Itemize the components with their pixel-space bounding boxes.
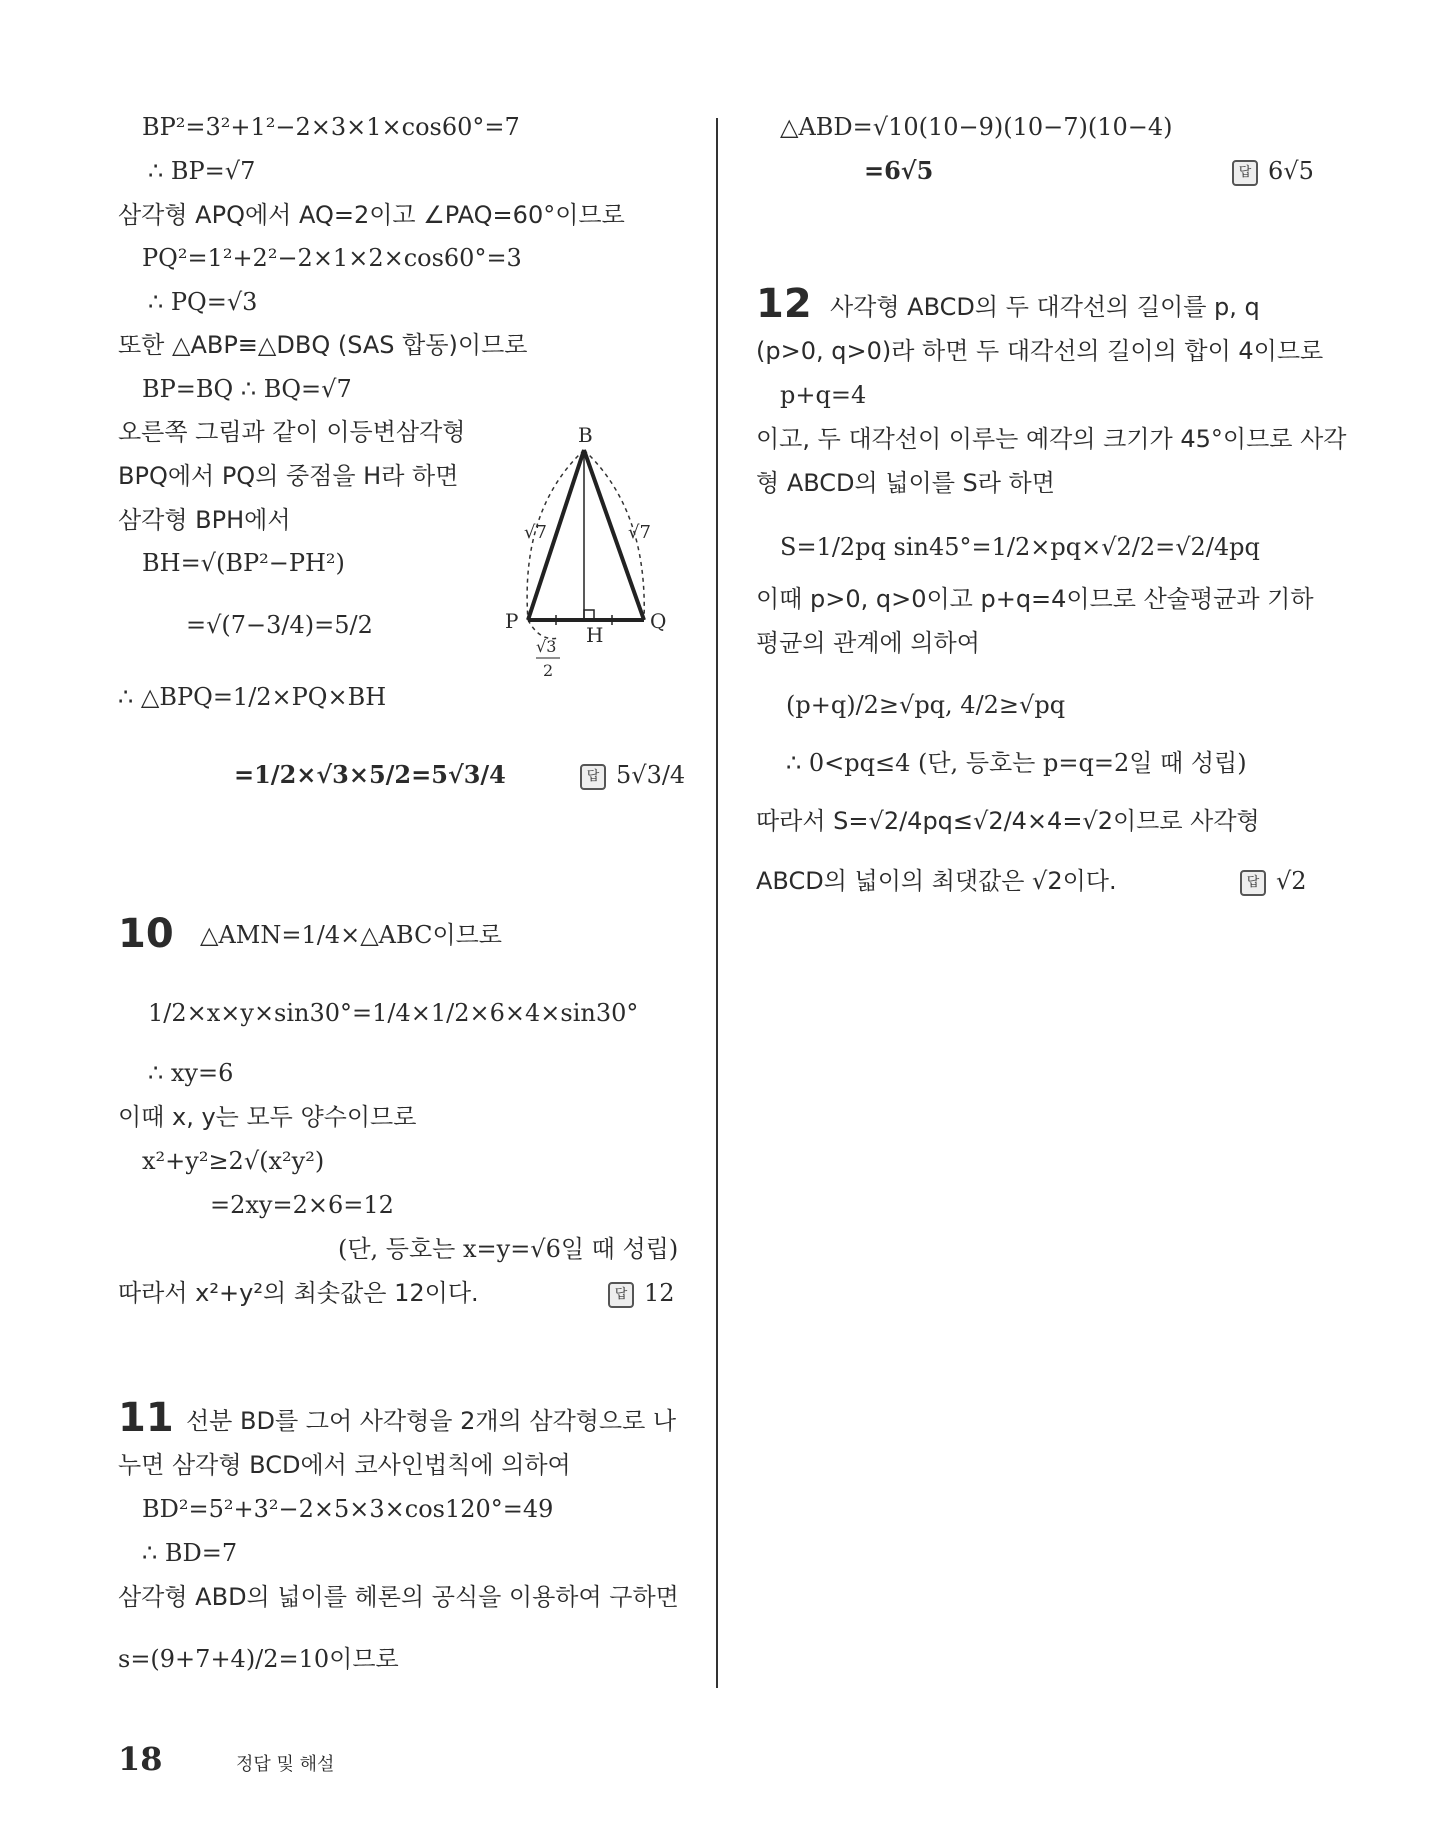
q9-answer xyxy=(580,760,685,790)
q10-xy: ∴ xy=6 xyxy=(148,1059,234,1087)
q9-congruence: 또한 △ABP≡△DBQ (SAS 합동)이므로 xyxy=(118,331,528,359)
footer-label: 정답 및 해설 xyxy=(236,1754,335,1775)
q12-answer xyxy=(1240,866,1307,896)
q12-concl-1: 따라서 S=√2/4pq≤√2/4×4=√2이므로 사각형 xyxy=(756,807,1260,835)
label-h: H xyxy=(586,623,604,647)
triangle-bpq-figure xyxy=(500,420,680,680)
q9-bq-eq: BP=BQ ∴ BQ=√7 xyxy=(142,375,352,403)
q9-area-2: =1/2×√3×5/2=5√3/4 xyxy=(234,760,506,789)
q9-apq-intro: 삼각형 APQ에서 AQ=2이고 ∠PAQ=60°이므로 xyxy=(118,201,625,229)
answer-icon: 답 xyxy=(580,764,606,790)
q10-answer xyxy=(608,1278,675,1308)
q9-bh-eq: BH=√(BP²−PH²) xyxy=(142,549,345,577)
q12-intro-1: 사각형 ABCD의 두 대각선의 길이를 p, q xyxy=(830,293,1260,321)
q12-angle-1: 이고, 두 대각선이 이루는 예각의 크기가 45°이므로 사각 xyxy=(756,425,1347,453)
q11-area-2: =6√5 xyxy=(864,156,934,185)
answer-icon: 답 xyxy=(1232,160,1258,186)
q9-answer-value: 5√3/4 xyxy=(616,761,686,789)
q12-number: 12 xyxy=(756,281,812,327)
q9-area-1: ∴ △BPQ=1/2×PQ×BH xyxy=(118,683,387,711)
q12-s-eq: S=1/2pq sin45°=1/2×pq×√2/2=√2/4pq xyxy=(780,533,1260,561)
q11-bd-squared: BD²=5²+3²−2×5×3×cos120°=49 xyxy=(142,1495,554,1523)
q11-s-eq: s=(9+7+4)/2=10이므로 xyxy=(118,1645,399,1673)
q10-intro: △AMN=1/4×△ABC이므로 xyxy=(200,921,502,949)
label-b: B xyxy=(578,423,593,447)
q12-answer-value: √2 xyxy=(1276,867,1307,895)
q10-number: 10 xyxy=(118,911,174,957)
q11-intro-2: 누면 삼각형 BCD에서 코사인법칙에 의하여 xyxy=(118,1451,571,1479)
answer-icon: 답 xyxy=(608,1282,634,1308)
q10-ineq2: =2xy=2×6=12 xyxy=(210,1191,394,1219)
q11-bd: ∴ BD=7 xyxy=(142,1539,238,1567)
q11-number: 11 xyxy=(118,1395,174,1441)
label-ph-num: √3 xyxy=(536,637,557,656)
label-ph-den: 2 xyxy=(543,661,554,680)
label-bp-length: √7 xyxy=(524,522,547,543)
q12-intro-2: (p>0, q>0)라 하면 두 대각선의 길이의 합이 4이므로 xyxy=(756,337,1324,365)
q11-answer-value: 6√5 xyxy=(1268,157,1314,185)
q11-area-1: △ABD=√10(10−9)(10−7)(10−4) xyxy=(780,113,1173,141)
q9-pq-squared: PQ²=1²+2²−2×1×2×cos60°=3 xyxy=(142,244,522,272)
q9-bp-squared: BP²=3²+1²−2×3×1×cos60°=7 xyxy=(142,113,520,141)
q12-sum: p+q=4 xyxy=(780,381,867,409)
answer-icon: 답 xyxy=(1240,870,1266,896)
q12-concl-2: ABCD의 넓이의 최댓값은 √2이다. xyxy=(756,867,1117,895)
q9-pq-result: ∴ PQ=√3 xyxy=(148,288,258,316)
q9-bh-value: =√(7−3/4)=5/2 xyxy=(186,611,373,639)
column-divider xyxy=(716,118,718,1688)
q12-angle-2: 형 ABCD의 넓이를 S라 하면 xyxy=(756,469,1055,497)
q9-bph: 삼각형 BPH에서 xyxy=(118,506,291,534)
q11-heron: 삼각형 ABD의 넓이를 헤론의 공식을 이용하여 구하면 xyxy=(118,1583,679,1611)
q10-conclusion: 따라서 x²+y²의 최솟값은 12이다. xyxy=(118,1279,479,1307)
label-bq-length: √7 xyxy=(628,522,651,543)
q10-answer-value: 12 xyxy=(644,1279,675,1307)
q9-figure-intro-1: 오른쪽 그림과 같이 이등변삼각형 xyxy=(118,418,466,446)
q10-positive: 이때 x, y는 모두 양수이므로 xyxy=(118,1103,417,1131)
q9-bp-result: ∴ BP=√7 xyxy=(148,157,256,185)
q12-ineq: (p+q)/2≥√pq, 4/2≥√pq xyxy=(786,691,1066,719)
q10-ineq: x²+y²≥2√(x²y²) xyxy=(142,1147,325,1175)
page-number: 18 xyxy=(118,1740,163,1778)
q10-cond: (단, 등호는 x=y=√6일 때 성립) xyxy=(338,1235,679,1263)
label-p: P xyxy=(505,609,519,633)
q12-amgm-1: 이때 p>0, q>0이고 p+q=4이므로 산술평균과 기하 xyxy=(756,585,1314,613)
q12-range: ∴ 0<pq≤4 (단, 등호는 p=q=2일 때 성립) xyxy=(786,749,1247,777)
q11-answer xyxy=(1232,156,1314,186)
arc-ph xyxy=(528,620,558,639)
q12-amgm-2: 평균의 관계에 의하여 xyxy=(756,629,980,657)
label-q: Q xyxy=(650,609,667,633)
q11-intro-1: 선분 BD를 그어 사각형을 2개의 삼각형으로 나 xyxy=(186,1407,677,1435)
q10-eq1: 1/2×x×y×sin30°=1/4×1/2×6×4×sin30° xyxy=(148,999,639,1027)
q9-figure-intro-2: BPQ에서 PQ의 중점을 H라 하면 xyxy=(118,462,459,490)
